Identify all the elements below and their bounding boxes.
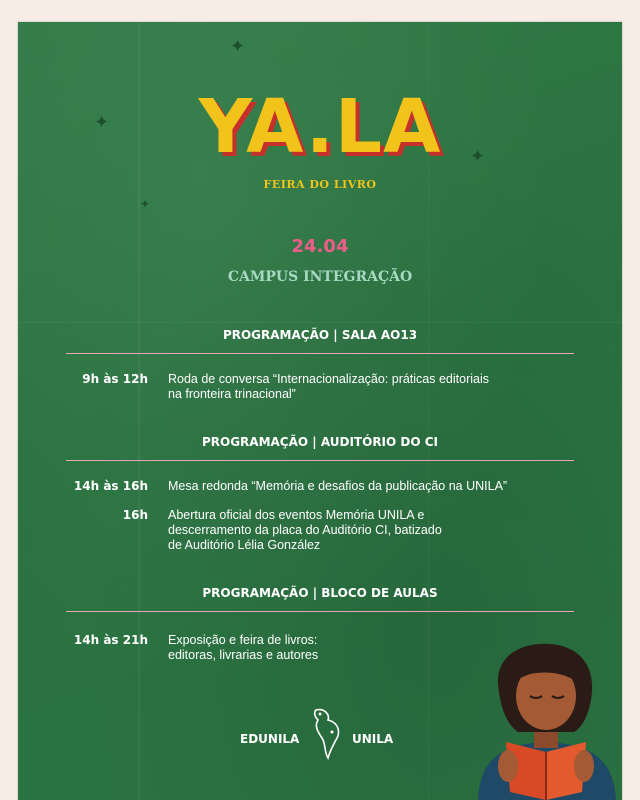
schedule-description: Mesa redonda “Memória e desafios da publicação na UNILA” — [168, 479, 508, 493]
section-title-sala: PROGRAMAÇÃO | SALA AO13 — [222, 328, 418, 342]
event-logo: YA.LA — [198, 84, 442, 170]
schedule-time: 9h às 12h — [82, 372, 148, 386]
section-title-auditorio: PROGRAMAÇÃO | AUDITÓRIO DO CI — [201, 435, 439, 449]
unila-logo: UNILA — [352, 732, 394, 746]
schedule-time: 16h — [122, 508, 148, 522]
sparkle-icon: ✦ — [230, 36, 246, 57]
divider — [66, 611, 574, 612]
schedule-time: 14h às 16h — [73, 479, 148, 493]
event-subtitle: FEIRA DO LIVRO — [263, 178, 377, 191]
edunila-logo: EDUNILA — [240, 732, 300, 746]
sparkle-icon: ✦ — [140, 197, 151, 211]
sparkle-icon: ✦ — [94, 112, 110, 133]
divider — [66, 460, 574, 461]
schedule-time: 14h às 21h — [73, 633, 148, 647]
section-title-bloco: PROGRAMAÇÃO | BLOCO DE AULAS — [202, 586, 438, 600]
schedule-description: Exposição e feira de livros: editoras, livrarias e autores — [168, 633, 319, 662]
schedule-description: Roda de conversa “Internacionalização: práticas editoriais na fronteira trinacional” — [168, 372, 490, 401]
latin-america-map-icon — [310, 706, 350, 762]
event-location: CAMPUS INTEGRAÇÃO — [227, 269, 413, 285]
person-reading-illustration — [470, 640, 622, 800]
sparkle-icon: ✦ — [470, 146, 486, 167]
divider — [66, 353, 574, 354]
event-date: 24.04 — [291, 236, 349, 257]
schedule-description: Abertura oficial dos eventos Memória UNILA e descerramento da placa do Auditório CI, batizado de Auditório Lélia González — [168, 508, 442, 552]
